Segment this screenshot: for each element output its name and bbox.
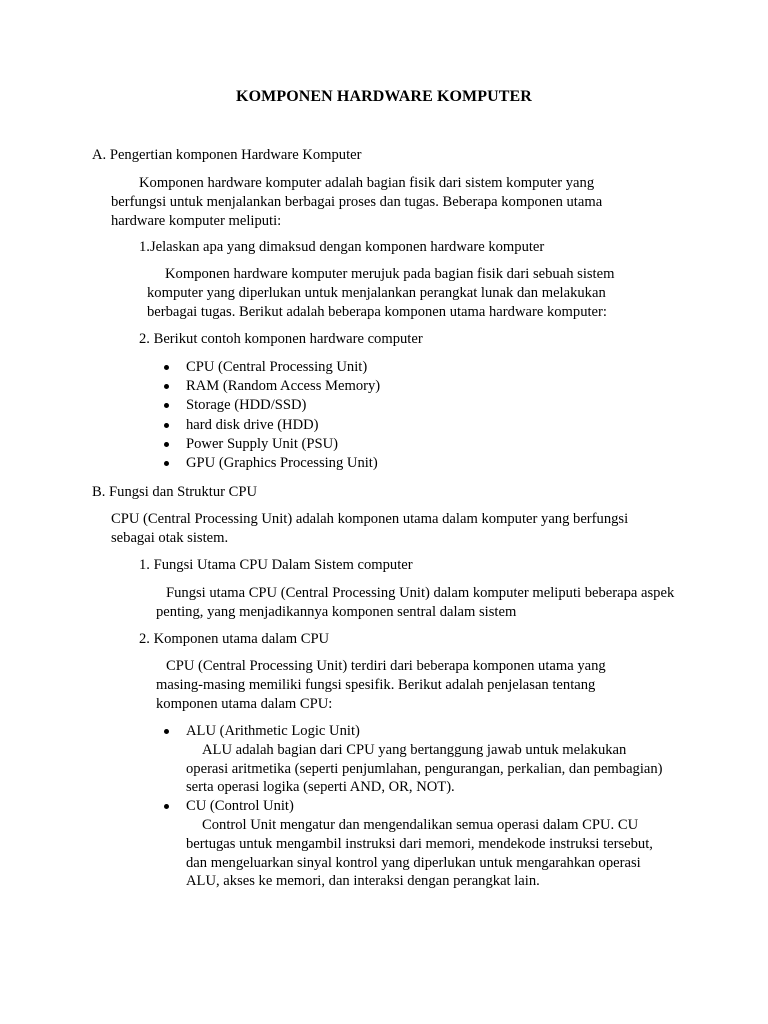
section-b-intro: CPU (Central Processing Unit) adalah komponen utama dalam komputer yang berfungsi sebagai otak sistem.	[111, 511, 629, 546]
list-item-head: ALU (Arithmetic Logic Unit)	[186, 723, 360, 739]
list-item: Storage (HDD/SSD)	[164, 396, 564, 415]
section-b-item2-heading: 2. Komponen utama dalam CPU	[139, 631, 330, 647]
section-b-heading: B. Fungsi dan Struktur CPU	[92, 484, 258, 500]
list-item: GPU (Graphics Processing Unit)	[164, 454, 564, 473]
bullet-icon	[164, 365, 169, 370]
bullet-icon	[164, 804, 169, 809]
list-item-alu	[186, 722, 672, 797]
list-item: RAM (Random Access Memory)	[164, 377, 564, 396]
section-b-item2-text: CPU (Central Processing Unit) terdiri dari beberapa komponen utama yang masing-masing memiliki fungsi spesifik. Berikut adalah penjelasan tentang komponen utama dalam CPU:	[156, 658, 606, 712]
section-a-item2-heading: 2. Berikut contoh komponen hardware computer	[139, 331, 423, 347]
list-item-body: Control Unit mengatur dan mengendalikan semua operasi dalam CPU. CU bertugas untuk mengambil instruksi dari memori, mendekode instruksi tersebut, dan mengeluarkan sinyal kontrol yang diperlukan untuk mengarahkan operasi ALU, akses ke memori, dan interaksi dengan perangkat lain.	[186, 816, 653, 890]
list-item-body: ALU adalah bagian dari CPU yang bertanggung jawab untuk melakukan operasi aritmetika (seperti penjumlahan, pengurangan, perkalian, dan pembagian) serta operasi logika (seperti AND, OR, NOT).	[186, 741, 663, 796]
list-item: Power Supply Unit (PSU)	[164, 435, 564, 454]
list-item: hard disk drive (HDD)	[164, 416, 564, 435]
bullet-icon	[164, 423, 169, 428]
list-item-cu	[186, 797, 672, 891]
bullet-icon	[164, 384, 169, 389]
bullet-icon	[164, 403, 169, 408]
list-item-head: CU (Control Unit)	[186, 798, 294, 815]
section-b-item1-text: Fungsi utama CPU (Central Processing Unit) dalam komputer meliputi beberapa aspek penting, yang menjadikannya komponen sentral dalam sistem	[156, 585, 675, 620]
section-a-item1-heading: 1.Jelaskan apa yang dimaksud dengan komponen hardware komputer	[139, 239, 545, 255]
bullet-icon	[164, 461, 169, 466]
document-title: KOMPONEN HARDWARE KOMPUTER	[236, 88, 532, 105]
section-a-intro: Komponen hardware komputer adalah bagian fisik dari sistem komputer yang berfungsi untuk menjalankan berbagai proses dan tugas. Beberapa komponen utama hardware komputer meliputi:	[111, 175, 603, 229]
section-a-heading: A. Pengertian komponen Hardware Komputer	[92, 147, 362, 163]
section-b-item1-heading: 1. Fungsi Utama CPU Dalam Sistem computer	[139, 557, 413, 573]
list-item: CPU (Central Processing Unit)	[164, 358, 564, 377]
hardware-component-list	[164, 358, 564, 473]
bullet-icon	[164, 729, 169, 734]
cpu-component-list	[186, 722, 672, 891]
bullet-icon	[164, 442, 169, 447]
section-a-item1-text: Komponen hardware komputer merujuk pada bagian fisik dari sebuah sistem komputer yang diperlukan untuk menjalankan perangkat lunak dan melakukan berbagai tugas. Berikut adalah beberapa komponen utama hardware komputer:	[147, 266, 615, 320]
